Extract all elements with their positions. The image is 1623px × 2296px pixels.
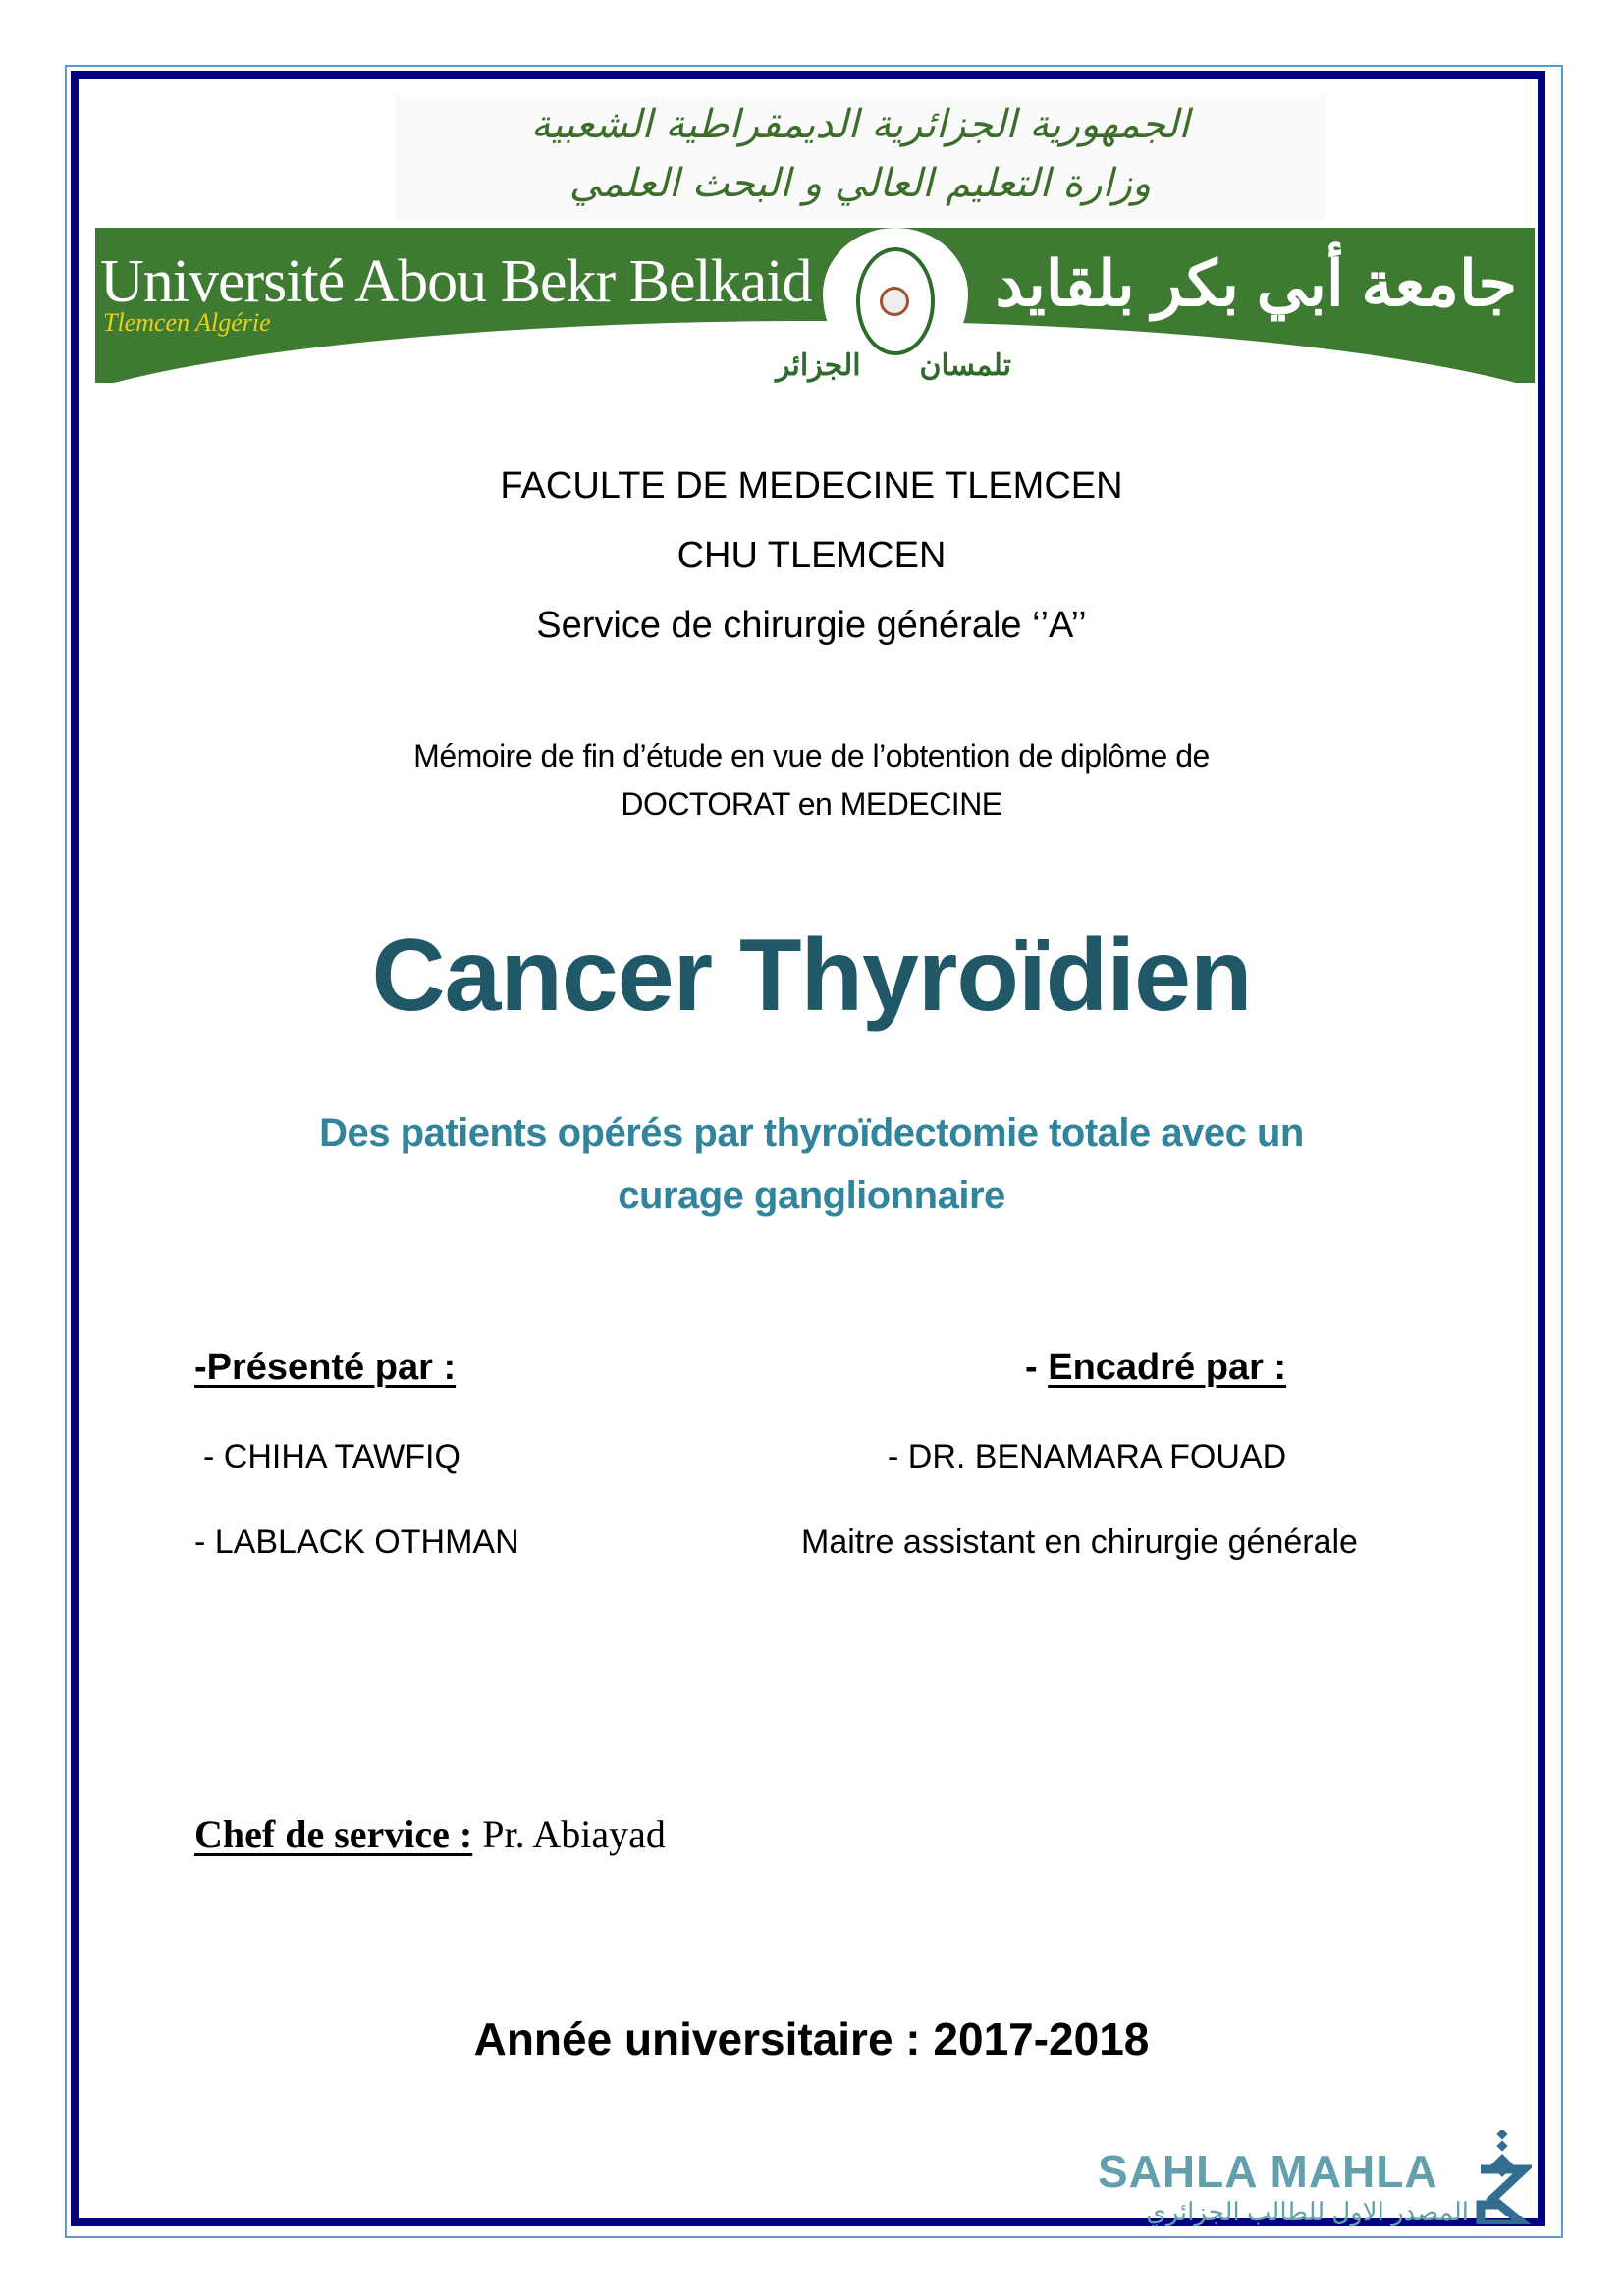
academic-year: Année universitaire : 2017-2018 — [473, 2013, 1150, 2064]
seal-city: تلمسان — [919, 349, 1011, 382]
seal-caption — [776, 348, 1011, 383]
thesis-subtitle-line-2: curage ganglionnaire — [618, 1174, 1005, 1217]
thesis-title: Cancer Thyroïdien — [371, 919, 1252, 1033]
supervisor-role: Maitre assistant en chirurgie générale — [801, 1523, 1358, 1561]
presented-by-heading — [194, 1347, 456, 1389]
memoire-line-1: Mémoire de fin d’étude en vue de l’obtention de diplôme de — [413, 738, 1210, 774]
university-name-fr: Université Abou Bekr Belkaid — [100, 248, 812, 315]
supervised-by-label: Encadré par : — [1048, 1347, 1287, 1388]
thesis-subtitle-line-1: Des patients opérés par thyroïdectomie totale avec un — [319, 1111, 1304, 1154]
chef-label: Chef de service : — [194, 1812, 473, 1856]
memoire-line-2: DOCTORAT en MEDECINE — [621, 786, 1002, 822]
presented-by-label: - — [194, 1347, 207, 1388]
author-1: - CHIHA TAWFIQ — [203, 1438, 460, 1475]
supervisor-name: - DR. BENAMARA FOUAD — [888, 1438, 1287, 1475]
hospital-name: CHU TLEMCEN — [676, 535, 947, 576]
ministry-name-ar: وزارة التعليم العالي و البحث العلمي — [568, 161, 1152, 206]
seal-country: الجزائر — [776, 349, 861, 382]
republic-header — [395, 95, 1325, 221]
author-2: - LABLACK OTHMAN — [194, 1523, 519, 1561]
university-location: Tlemcen Algérie — [103, 308, 271, 337]
presented-by-text: Présenté par : — [206, 1347, 457, 1388]
supervised-dash: - — [1025, 1347, 1049, 1388]
university-name-ar: جامعة أبي بكر بلقايد — [995, 248, 1517, 319]
republic-name-ar: الجمهورية الجزائرية الديمقراطية الشعبية — [530, 102, 1190, 147]
supervised-by-heading — [1025, 1347, 1286, 1389]
chef-de-service — [194, 1811, 666, 1857]
watermark-tagline: المصدر الاول للطالب الجزائري — [1146, 2197, 1469, 2226]
service-name: Service de chirurgie générale ‘’A’’ — [536, 605, 1087, 646]
chef-name: Pr. Abiayad — [472, 1812, 666, 1856]
faculty-name: FACULTE DE MEDECINE TLEMCEN — [500, 465, 1123, 507]
watermark-brand: SAHLA MAHLA — [1098, 2146, 1438, 2197]
watermark-logo-icon — [1473, 2130, 1532, 2224]
seal-center — [880, 287, 909, 316]
